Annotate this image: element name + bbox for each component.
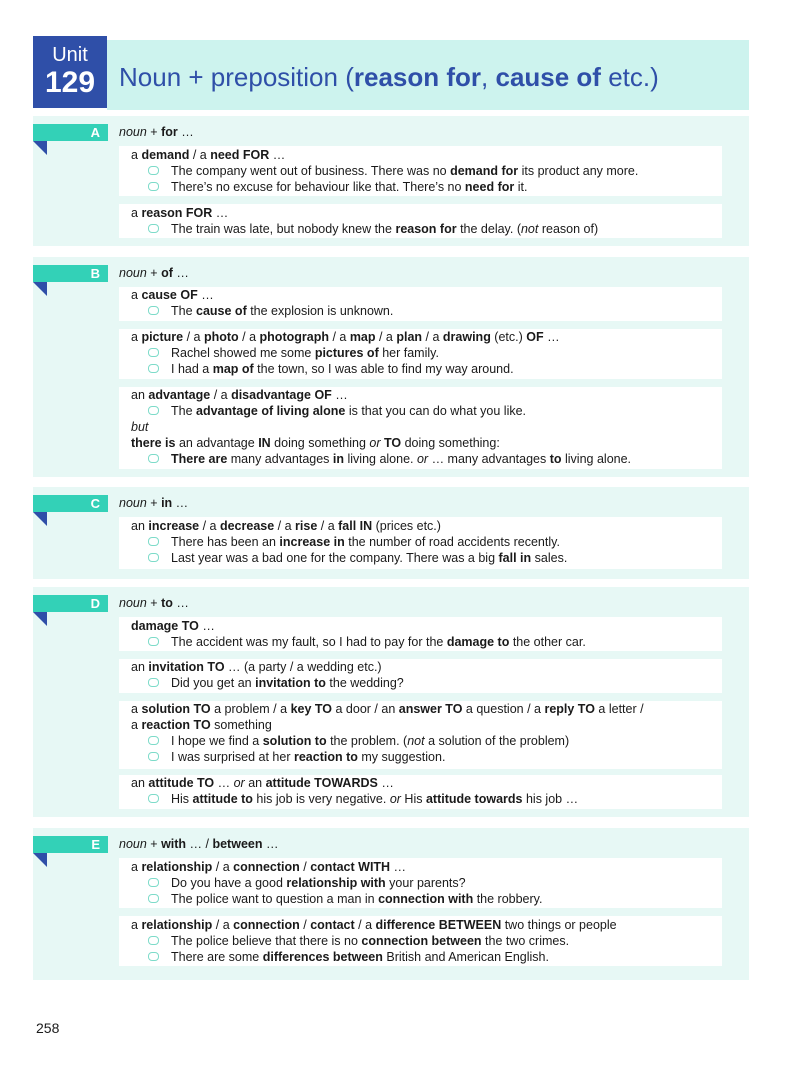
rule-box (119, 617, 722, 651)
text-run: + (146, 596, 162, 610)
text-run: advantage of living alone (196, 404, 346, 418)
rule-heading (131, 147, 285, 163)
text-run: the delay. ( (456, 222, 521, 236)
text-run: The accident was my fault, so I had to pay for the (171, 635, 447, 649)
text-run: is that you can do what you like. (345, 404, 527, 418)
text-run: a question / a (462, 702, 545, 716)
bullet-icon (148, 182, 159, 191)
text-run: There’s no excuse for behaviour like that. There’s no (171, 180, 465, 194)
text-run: The (171, 404, 197, 418)
text-run: difference BETWEEN (375, 918, 502, 932)
section-d (33, 587, 749, 817)
text-run: … (262, 837, 279, 851)
rule-heading (131, 329, 560, 345)
text-run: noun (119, 837, 147, 851)
text-run: need FOR (210, 148, 270, 162)
text-run: the problem. ( (326, 734, 408, 748)
text-run: a (131, 206, 142, 220)
text-run: noun (119, 596, 147, 610)
text-run: with (161, 837, 187, 851)
text-run: a (131, 330, 142, 344)
section-marker (33, 612, 47, 626)
example-sentence (171, 163, 638, 179)
bullet-icon (148, 637, 159, 646)
text-run: cause of (196, 304, 247, 318)
text-run: the town, so I was able to find my way around. (253, 362, 514, 376)
example-sentence (171, 403, 526, 419)
text-run: his job … (522, 792, 579, 806)
text-run: His (171, 792, 193, 806)
text-run: / a (210, 388, 232, 402)
text-run: I had a (171, 362, 213, 376)
example-sentence (171, 749, 445, 765)
text-run: reason of) (538, 222, 599, 236)
text-run: photo (203, 330, 239, 344)
text-run: her family. (378, 346, 439, 360)
text-run: map of (212, 362, 254, 376)
text-run: reaction TO (141, 718, 211, 732)
example-sentence (171, 534, 560, 550)
text-run: something (210, 718, 272, 732)
text-run: attitude TOWARDS (265, 776, 378, 790)
page-number: 258 (36, 1020, 60, 1036)
unit-badge (33, 36, 107, 108)
text-run: two things or people (501, 918, 617, 932)
text-run: invitation to (255, 676, 326, 690)
text-run: / a (183, 330, 204, 344)
example-sentence (171, 303, 393, 319)
bullet-icon (148, 952, 159, 961)
bullet-icon (148, 794, 159, 803)
text-run: relationship with (286, 876, 386, 890)
bullet-icon (148, 306, 159, 315)
bullet-icon (148, 752, 159, 761)
text-run: / a (354, 918, 376, 932)
text-run: There are some (171, 950, 263, 964)
text-run: plan (396, 330, 423, 344)
example-sentence (171, 949, 549, 965)
rule-box (119, 204, 722, 238)
text-run: … (331, 388, 348, 402)
text-run: or (369, 436, 381, 450)
text-run: a (131, 702, 142, 716)
section-marker (33, 853, 47, 867)
text-run: attitude towards (425, 792, 523, 806)
text-run: connection (233, 918, 300, 932)
rule-box (119, 659, 722, 693)
text-run: invitation TO (148, 660, 225, 674)
text-run: … (212, 206, 229, 220)
text-run: a (131, 148, 142, 162)
text-run: not (520, 222, 539, 236)
example-sentence (171, 733, 569, 749)
text-run: an (244, 776, 266, 790)
bullet-icon (148, 537, 159, 546)
example-sentence (171, 675, 404, 691)
text-run: attitude to (192, 792, 253, 806)
example-sentence (171, 791, 578, 807)
section-b (33, 257, 749, 477)
text-run: the two crimes. (481, 934, 570, 948)
bullet-icon (148, 878, 159, 887)
bullet-icon (148, 894, 159, 903)
text-run: between (212, 837, 263, 851)
example-sentence (171, 179, 527, 195)
text-run: / a (422, 330, 443, 344)
rule-box (119, 916, 722, 966)
text-run: … (543, 330, 560, 344)
rule-box (119, 387, 722, 469)
text-run: relationship (141, 918, 213, 932)
rule-heading (131, 659, 382, 675)
rule-heading (131, 435, 500, 451)
text-run: sales. (531, 551, 568, 565)
section-marker (33, 141, 47, 155)
text-run: The (171, 304, 197, 318)
text-run: need for (464, 180, 515, 194)
text-run: a letter / (594, 702, 644, 716)
text-run: Last year was a bad one for the company. There was a big (171, 551, 499, 565)
text-run: There are (171, 452, 228, 466)
text-run: demand for (450, 164, 519, 178)
text-run: drawing (442, 330, 491, 344)
text-run: solution to (262, 734, 327, 748)
example-sentence (171, 634, 586, 650)
text-run: … (a party / a wedding etc.) (224, 660, 382, 674)
rule-heading (131, 717, 272, 733)
example-sentence (171, 875, 466, 891)
text-run: photograph (259, 330, 329, 344)
section-letter: A (33, 124, 108, 141)
section-letter: E (33, 836, 108, 853)
example-sentence (171, 345, 439, 361)
text-run: … (269, 148, 286, 162)
rule-heading (131, 775, 394, 791)
section-marker (33, 512, 47, 526)
text-run: his job is very negative. (252, 792, 390, 806)
text-run: its product any more. (518, 164, 639, 178)
text-run: a door / an (332, 702, 399, 716)
text-run: the robbery. (473, 892, 543, 906)
text-run: TO (383, 436, 402, 450)
text-run: a (131, 918, 142, 932)
text-run: reason for (395, 222, 457, 236)
text-run: not (407, 734, 425, 748)
bullet-icon (148, 454, 159, 463)
title-bar (107, 40, 749, 110)
text-run: differences between (262, 950, 383, 964)
rule-heading (131, 205, 228, 221)
text-run: / a (238, 330, 260, 344)
text-run: IN (258, 436, 271, 450)
example-sentence (171, 221, 598, 237)
text-run: connection (233, 860, 300, 874)
text-run: The police want to question a man in (171, 892, 379, 906)
text-run: / a (328, 330, 350, 344)
text-run: disadvantage OF (231, 388, 332, 402)
text-run: damage TO (131, 619, 199, 633)
text-run: the explosion is unknown. (246, 304, 394, 318)
text-run: your parents? (385, 876, 466, 890)
text-run: … (172, 496, 189, 510)
rule-box (119, 287, 722, 321)
text-run: / a (212, 918, 234, 932)
section-heading (119, 596, 189, 610)
rule-box (119, 701, 722, 769)
rule-heading (131, 917, 617, 933)
bullet-icon (148, 406, 159, 415)
example-sentence (171, 451, 631, 467)
section-heading (119, 266, 189, 280)
text-run: living alone. (344, 452, 417, 466)
text-run: or (416, 452, 429, 466)
text-run: … (177, 125, 194, 139)
text-run: connection between (361, 934, 482, 948)
text-run: cause OF (141, 288, 198, 302)
text-run: + (146, 125, 162, 139)
page-title: Noun + preposition (reason for, cause of etc.) (119, 62, 659, 92)
text-run: The police believe that there is no (171, 934, 362, 948)
text-run: doing something (270, 436, 370, 450)
example-sentence (171, 933, 569, 949)
text-run: … (198, 619, 215, 633)
text-run: the other car. (509, 635, 586, 649)
bullet-icon (148, 936, 159, 945)
text-run: doing something: (401, 436, 500, 450)
text-run: I hope we find a (171, 734, 263, 748)
rule-box (119, 146, 722, 196)
rule-heading (131, 518, 441, 534)
text-run: the wedding? (325, 676, 404, 690)
text-run: there is (131, 436, 176, 450)
rule-heading (131, 618, 215, 634)
text-run: to (549, 452, 562, 466)
text-run: an (131, 660, 149, 674)
text-run: reason FOR (141, 206, 213, 220)
text-run: reaction to (293, 750, 358, 764)
text-run: answer TO (398, 702, 463, 716)
text-run: an advantage (175, 436, 259, 450)
section-heading (119, 125, 194, 139)
section-a (33, 116, 749, 246)
text-run: reply TO (544, 702, 595, 716)
text-run: noun (119, 266, 147, 280)
bullet-icon (148, 166, 159, 175)
text-run: damage to (446, 635, 510, 649)
text-run: a (131, 718, 142, 732)
rule-heading (131, 387, 348, 403)
text-run: increase (148, 519, 200, 533)
text-run: a problem / a (210, 702, 291, 716)
text-run: + (146, 496, 162, 510)
rule-heading (131, 859, 406, 875)
text-run: for (161, 125, 178, 139)
section-letter: D (33, 595, 108, 612)
text-run: an (131, 519, 149, 533)
text-run: British and American English. (382, 950, 549, 964)
bullet-icon (148, 736, 159, 745)
example-sentence (171, 891, 542, 907)
unit-number: 129 (44, 66, 96, 99)
text-run: picture (141, 330, 184, 344)
text-run: / (299, 918, 311, 932)
text-run: pictures of (314, 346, 379, 360)
rule-heading (131, 701, 644, 717)
example-sentence (171, 550, 567, 566)
text-run: … (390, 860, 407, 874)
text-run: … (377, 776, 394, 790)
text-run: in (332, 452, 345, 466)
bullet-icon (148, 224, 159, 233)
text-run: rise (295, 519, 318, 533)
text-run: or (233, 776, 245, 790)
text-run: + (146, 266, 162, 280)
text-run: solution TO (141, 702, 211, 716)
rule-heading (131, 287, 214, 303)
bullet-icon (148, 348, 159, 357)
text-run: Do you have a good (171, 876, 287, 890)
section-heading (119, 496, 188, 510)
text-run: advantage (148, 388, 211, 402)
text-run: Rachel showed me some (171, 346, 315, 360)
text-run: noun (119, 496, 147, 510)
text-run: of (161, 266, 173, 280)
text-run: or (389, 792, 401, 806)
text-run: an (131, 776, 149, 790)
text-run: relationship (141, 860, 213, 874)
text-run: noun (119, 125, 147, 139)
rule-box (119, 517, 722, 569)
unit-label: Unit (52, 44, 88, 66)
text-run: (etc.) (490, 330, 527, 344)
text-run: contact WITH (310, 860, 391, 874)
text-run: fall IN (338, 519, 373, 533)
text-run: The company went out of business. There was no (171, 164, 451, 178)
bullet-icon (148, 553, 159, 562)
text-run: Did you get an (171, 676, 256, 690)
text-run: OF (526, 330, 544, 344)
text-run: … (197, 288, 214, 302)
text-run: (prices etc.) (372, 519, 441, 533)
text-run: … / (186, 837, 213, 851)
text-run: / a (375, 330, 397, 344)
text-run: living alone. (561, 452, 632, 466)
text-run: increase in (279, 535, 345, 549)
section-e (33, 828, 749, 980)
text-run: / (299, 860, 311, 874)
text-run: / a (189, 148, 211, 162)
bullet-icon (148, 364, 159, 373)
rule-box (119, 329, 722, 379)
text-run: I was surprised at her (171, 750, 294, 764)
contrast-word: but (131, 420, 149, 434)
text-run: my suggestion. (357, 750, 446, 764)
text-run: in (161, 496, 173, 510)
bullet-icon (148, 678, 159, 687)
text-run: … (214, 776, 234, 790)
text-run: to (161, 596, 173, 610)
text-run: the number of road accidents recently. (344, 535, 560, 549)
text-run: The train was late, but nobody knew the (171, 222, 396, 236)
text-run: a (131, 860, 142, 874)
text-run: many advantages (227, 452, 333, 466)
text-run: map (349, 330, 376, 344)
text-run: There has been an (171, 535, 280, 549)
text-run: an (131, 388, 149, 402)
text-run: it. (514, 180, 528, 194)
text-run: / a (199, 519, 220, 533)
text-run: decrease (219, 519, 275, 533)
example-sentence (171, 361, 514, 377)
text-run: a solution of the problem) (424, 734, 570, 748)
text-run: His (400, 792, 426, 806)
rule-box (119, 858, 722, 908)
text-run: + (146, 837, 162, 851)
text-run: … many advantages (428, 452, 550, 466)
section-marker (33, 282, 47, 296)
text-run: connection with (378, 892, 474, 906)
section-letter: C (33, 495, 108, 512)
text-run: … (172, 266, 189, 280)
text-run: key TO (290, 702, 333, 716)
section-letter: B (33, 265, 108, 282)
text-run: a (131, 288, 142, 302)
text-run: attitude TO (148, 776, 215, 790)
rule-box (119, 775, 722, 809)
text-run: fall in (498, 551, 532, 565)
section-c (33, 487, 749, 579)
text-run: / a (317, 519, 339, 533)
text-run: demand (141, 148, 190, 162)
text-run: … (172, 596, 189, 610)
text-run: / a (212, 860, 234, 874)
text-run: contact (310, 918, 355, 932)
text-run: / a (274, 519, 296, 533)
section-heading (119, 837, 278, 851)
